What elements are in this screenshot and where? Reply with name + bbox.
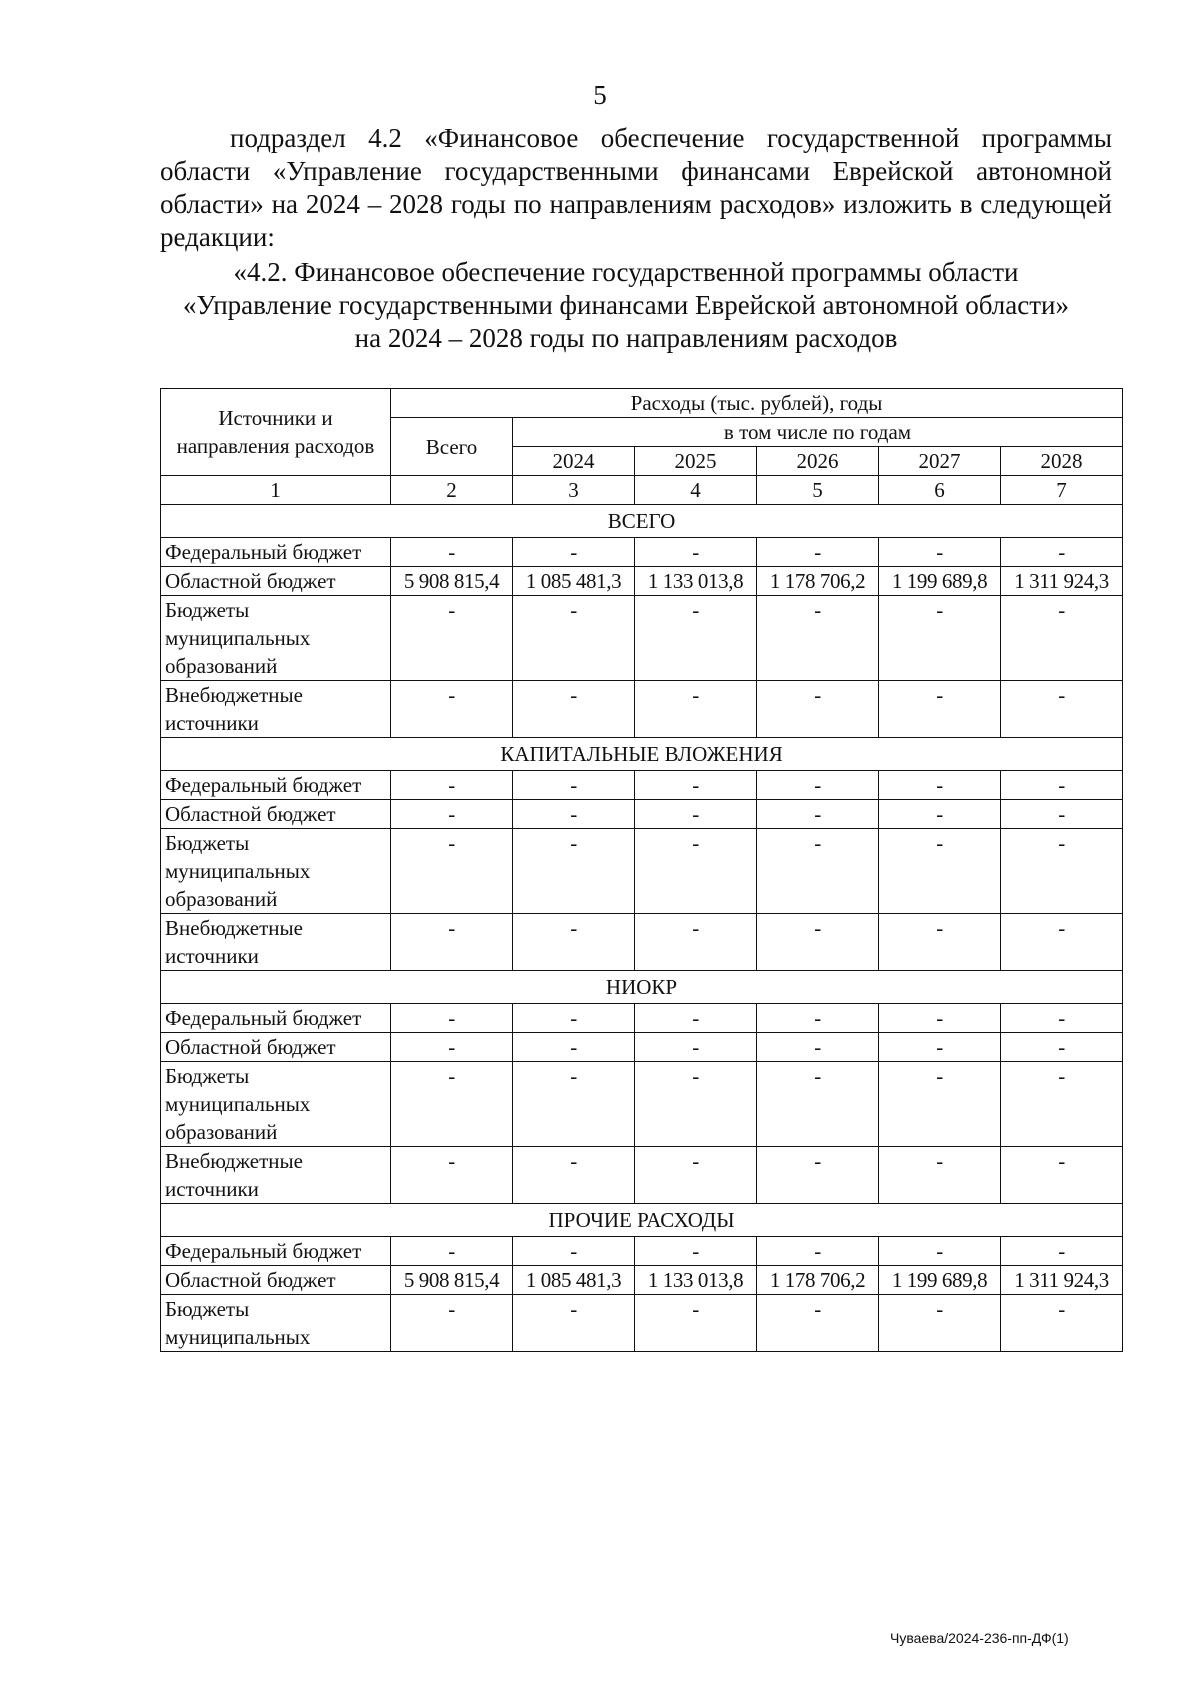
section-row [161, 505, 1123, 538]
value-cell: - [513, 800, 635, 829]
value-cell: - [757, 1062, 879, 1147]
value-cell: 1 178 706,2 [757, 567, 879, 596]
table-row [161, 1266, 1123, 1295]
value-cell: 1 133 013,8 [635, 567, 757, 596]
value-cell: - [391, 1004, 513, 1033]
header-year: 2025 [635, 447, 757, 476]
source-cell: Бюджеты муниципальных образований [161, 829, 391, 914]
column-number: 6 [879, 476, 1001, 505]
value-cell: - [879, 681, 1001, 738]
page-number: 5 [593, 80, 607, 110]
section-title: НИОКР [161, 971, 1123, 1004]
value-cell: - [1001, 1147, 1123, 1204]
table-row [161, 538, 1123, 567]
value-cell: - [757, 800, 879, 829]
value-cell: - [635, 1033, 757, 1062]
value-cell: - [391, 538, 513, 567]
value-cell: - [757, 1033, 879, 1062]
header-year: 2026 [757, 447, 879, 476]
table-row [161, 771, 1123, 800]
section-title: КАПИТАЛЬНЫЕ ВЛОЖЕНИЯ [161, 738, 1123, 771]
value-cell: 1 199 689,8 [879, 567, 1001, 596]
heading-line-2: «Управление государственными финансами Еврейской автономной области» [182, 290, 1069, 320]
value-cell: - [513, 681, 635, 738]
value-cell: - [635, 1062, 757, 1147]
value-cell: - [879, 1147, 1001, 1204]
value-cell: - [513, 1062, 635, 1147]
value-cell: - [635, 800, 757, 829]
value-cell: - [1001, 1062, 1123, 1147]
value-cell: - [1001, 538, 1123, 567]
value-cell: 1 311 924,3 [1001, 567, 1123, 596]
table-row [161, 681, 1123, 738]
value-cell: - [635, 914, 757, 971]
intro-paragraph: подраздел 4.2 «Финансовое обеспечение государственной программы области «Управление государственными финансами Еврейской автономной области» на 2024 – 2028 годы по направлениям расходов» изложить в следующей редакции: [160, 123, 1112, 252]
value-cell: - [391, 1295, 513, 1352]
financing-table [160, 388, 1123, 1352]
value-cell: - [1001, 1295, 1123, 1352]
source-cell: Областной бюджет [161, 1266, 391, 1295]
section-title: ВСЕГО [161, 505, 1123, 538]
section-row [161, 971, 1123, 1004]
value-cell: - [1001, 771, 1123, 800]
value-cell: - [391, 914, 513, 971]
value-cell: - [391, 829, 513, 914]
table-row [161, 1004, 1123, 1033]
value-cell: - [513, 596, 635, 681]
value-cell: - [879, 1237, 1001, 1266]
value-cell: 5 908 815,4 [391, 567, 513, 596]
value-cell: - [391, 1237, 513, 1266]
header-year: 2027 [879, 447, 1001, 476]
header-year: 2024 [513, 447, 635, 476]
value-cell: - [635, 1004, 757, 1033]
value-cell: - [391, 1062, 513, 1147]
source-cell: Внебюджетные источники [161, 1147, 391, 1204]
value-cell: - [879, 829, 1001, 914]
value-cell: 1 085 481,3 [513, 1266, 635, 1295]
value-cell: - [879, 596, 1001, 681]
value-cell: 1 085 481,3 [513, 567, 635, 596]
column-number: 7 [1001, 476, 1123, 505]
value-cell: - [757, 1295, 879, 1352]
column-number: 1 [161, 476, 391, 505]
value-cell: - [879, 1062, 1001, 1147]
value-cell: - [879, 538, 1001, 567]
value-cell: 1 178 706,2 [757, 1266, 879, 1295]
source-cell: Бюджеты муниципальных образований [161, 596, 391, 681]
value-cell: 1 133 013,8 [635, 1266, 757, 1295]
column-number: 3 [513, 476, 635, 505]
column-number: 4 [635, 476, 757, 505]
value-cell: - [635, 1147, 757, 1204]
value-cell: - [757, 771, 879, 800]
source-cell: Областной бюджет [161, 800, 391, 829]
value-cell: - [879, 800, 1001, 829]
value-cell: - [513, 1004, 635, 1033]
value-cell: - [513, 914, 635, 971]
value-cell: - [391, 681, 513, 738]
table-row [161, 1033, 1123, 1062]
value-cell: - [391, 771, 513, 800]
value-cell: 5 908 815,4 [391, 1266, 513, 1295]
value-cell: - [635, 596, 757, 681]
value-cell: - [635, 1295, 757, 1352]
column-number: 5 [757, 476, 879, 505]
value-cell: - [635, 1237, 757, 1266]
section-title: ПРОЧИЕ РАСХОДЫ [161, 1204, 1123, 1237]
header-by-years: в том числе по годам [513, 418, 1123, 447]
value-cell: - [757, 914, 879, 971]
table-row [161, 1062, 1123, 1147]
heading-line-1: «4.2. Финансовое обеспечение государственной программы области [233, 257, 1019, 287]
value-cell: - [757, 1004, 879, 1033]
value-cell: - [757, 596, 879, 681]
value-cell: - [1001, 829, 1123, 914]
value-cell: 1 311 924,3 [1001, 1266, 1123, 1295]
source-cell: Областной бюджет [161, 567, 391, 596]
header-expenses: Расходы (тыс. рублей), годы [391, 389, 1123, 418]
table-row [161, 829, 1123, 914]
value-cell: - [635, 771, 757, 800]
source-cell: Областной бюджет [161, 1033, 391, 1062]
value-cell: - [879, 1004, 1001, 1033]
source-cell: Федеральный бюджет [161, 538, 391, 567]
table-body [161, 505, 1123, 1352]
table-row [161, 800, 1123, 829]
value-cell: - [1001, 681, 1123, 738]
header-total: Всего [391, 418, 513, 476]
section-row [161, 1204, 1123, 1237]
value-cell: - [757, 538, 879, 567]
table-row [161, 1147, 1123, 1204]
value-cell: - [635, 681, 757, 738]
value-cell: - [879, 1295, 1001, 1352]
value-cell: - [879, 1033, 1001, 1062]
document-code: Чуваева/2024-236-пп-ДФ(1) [890, 1630, 1069, 1646]
table-row [161, 914, 1123, 971]
header-year: 2028 [1001, 447, 1123, 476]
value-cell: - [391, 596, 513, 681]
value-cell: - [513, 538, 635, 567]
value-cell: - [513, 1295, 635, 1352]
value-cell: - [391, 1033, 513, 1062]
value-cell: - [757, 1237, 879, 1266]
section-row [161, 738, 1123, 771]
value-cell: - [879, 771, 1001, 800]
value-cell: - [1001, 1237, 1123, 1266]
source-cell: Федеральный бюджет [161, 771, 391, 800]
source-cell: Внебюджетные источники [161, 681, 391, 738]
value-cell: - [1001, 914, 1123, 971]
value-cell: - [879, 914, 1001, 971]
column-number: 2 [391, 476, 513, 505]
value-cell: - [391, 1147, 513, 1204]
value-cell: - [757, 829, 879, 914]
value-cell: - [513, 1147, 635, 1204]
table-row [161, 1295, 1123, 1352]
value-cell: - [1001, 1033, 1123, 1062]
value-cell: - [391, 800, 513, 829]
heading-line-3: на 2024 – 2028 годы по направлениям расходов [354, 323, 898, 353]
header-source-column: Источники и направления расходов [161, 389, 391, 476]
section-heading [140, 256, 1112, 355]
value-cell: - [513, 1033, 635, 1062]
value-cell: - [635, 538, 757, 567]
source-cell: Федеральный бюджет [161, 1004, 391, 1033]
value-cell: - [1001, 596, 1123, 681]
table-row [161, 1237, 1123, 1266]
value-cell: - [1001, 1004, 1123, 1033]
value-cell: - [757, 1147, 879, 1204]
source-cell: Бюджеты муниципальных [161, 1295, 391, 1352]
table-row [161, 596, 1123, 681]
value-cell: - [757, 681, 879, 738]
source-cell: Бюджеты муниципальных образований [161, 1062, 391, 1147]
source-cell: Внебюджетные источники [161, 914, 391, 971]
source-cell: Федеральный бюджет [161, 1237, 391, 1266]
value-cell: - [513, 771, 635, 800]
value-cell: - [635, 829, 757, 914]
value-cell: - [513, 829, 635, 914]
table-row [161, 567, 1123, 596]
value-cell: 1 199 689,8 [879, 1266, 1001, 1295]
value-cell: - [1001, 800, 1123, 829]
value-cell: - [513, 1237, 635, 1266]
